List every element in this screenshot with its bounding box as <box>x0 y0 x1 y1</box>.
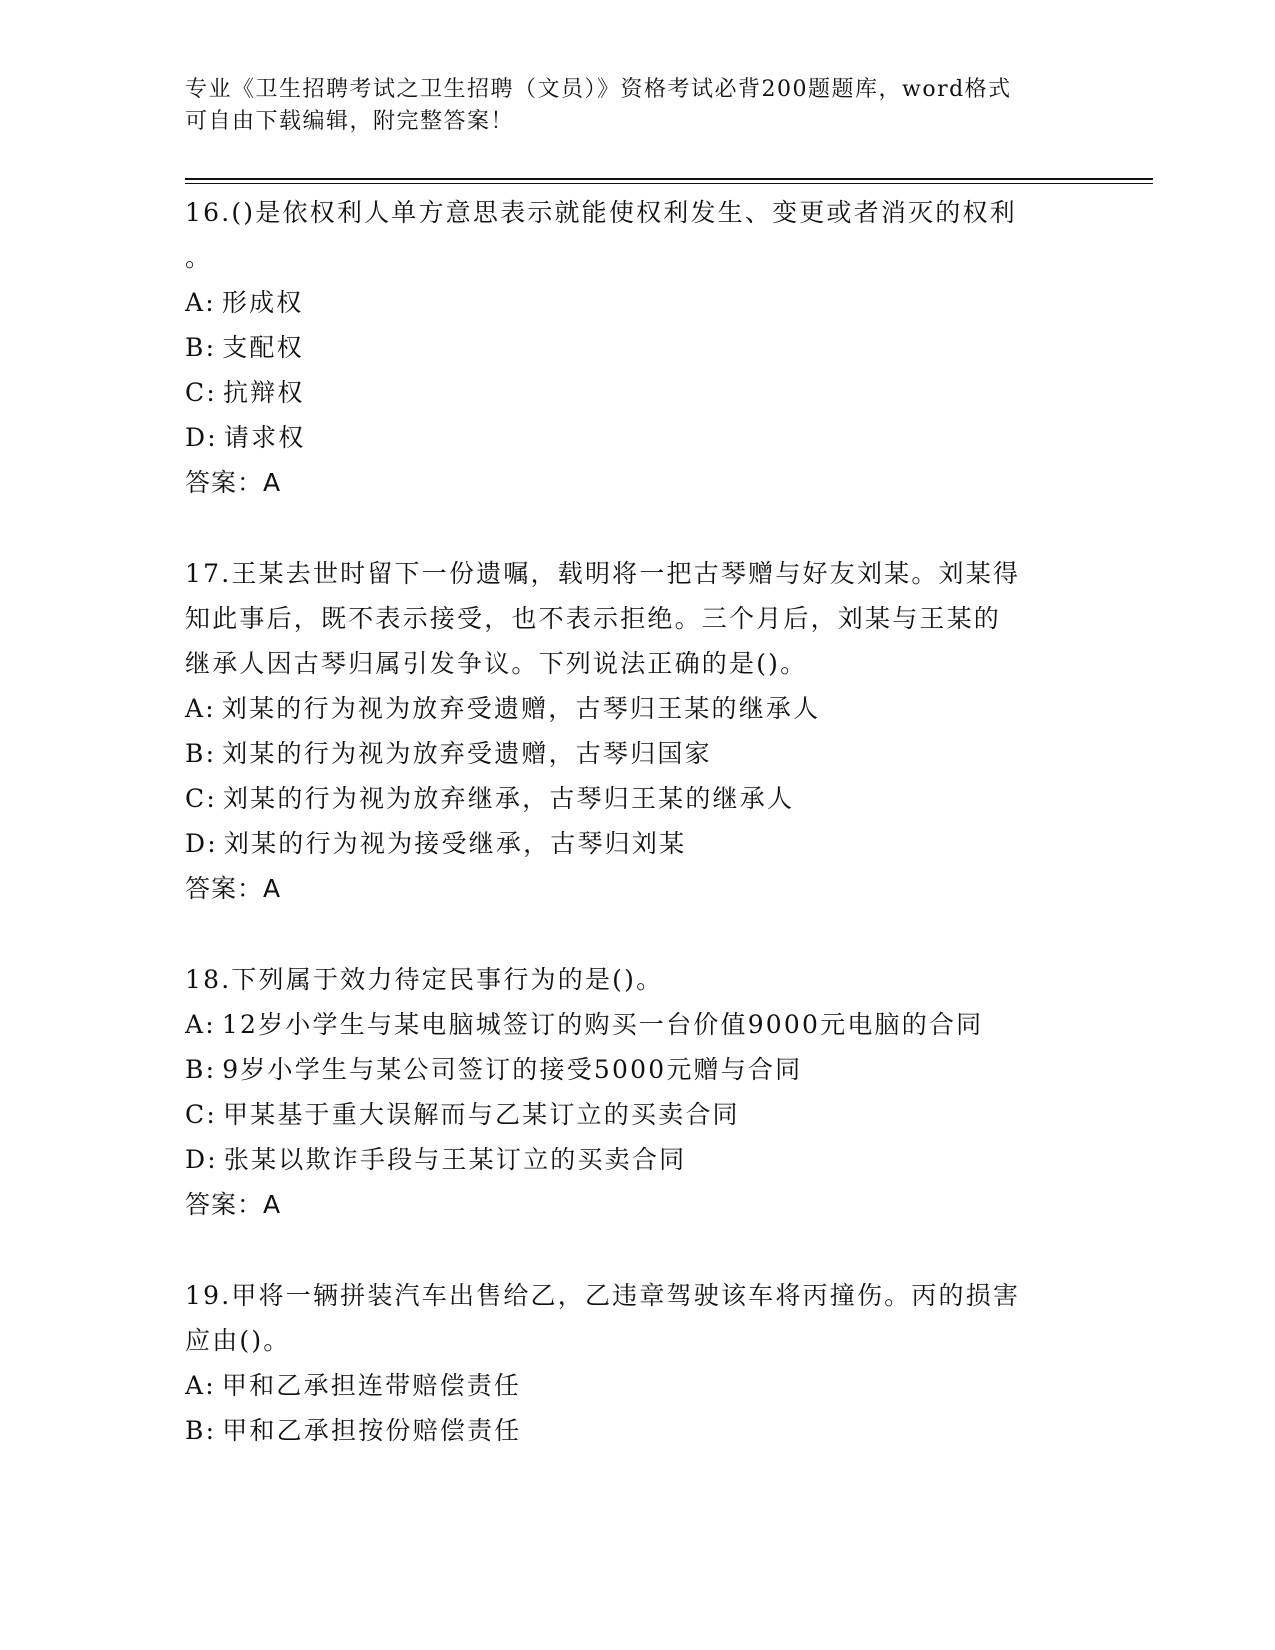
option-a <box>185 686 1085 731</box>
question-text-line: 18.下列属于效力待定民事行为的是()。 <box>185 965 664 994</box>
option-b <box>185 1408 1085 1453</box>
option-text: 刘某的行为视为放弃受遗赠，古琴归国家 <box>222 739 712 768</box>
header-rule-thin <box>185 183 1153 184</box>
header-rule-thick <box>185 178 1153 180</box>
option-d <box>185 821 1085 866</box>
option-text: 刘某的行为视为接受继承，古琴归刘某 <box>223 829 687 858</box>
option-text: 刘某的行为视为放弃继承，古琴归王某的继承人 <box>222 784 795 813</box>
option-key: C: <box>185 378 217 407</box>
question-text-line: 。 <box>185 243 213 272</box>
option-key: D: <box>185 423 218 452</box>
question-text-line: 继承人因古琴归属引发争议。下列说法正确的是()。 <box>185 649 808 678</box>
option-key: B: <box>185 333 217 362</box>
question-text-line: 知此事后，既不表示接受，也不表示拒绝。三个月后，刘某与王某的 <box>185 604 1002 633</box>
question-16 <box>185 190 1085 505</box>
option-text: 请求权 <box>223 423 306 452</box>
answer-label: 答案：A <box>185 468 282 497</box>
answer-label: 答案：A <box>185 874 282 903</box>
option-text: 刘某的行为视为放弃受遗赠，古琴归王某的继承人 <box>221 694 821 723</box>
option-text: 支配权 <box>222 333 304 362</box>
header-line-1: 专业《卫生招聘考试之卫生招聘（文员）》资格考试必背200题题库，word格式 <box>185 77 1012 102</box>
option-key: D: <box>185 829 218 858</box>
answer-label: 答案：A <box>185 1190 282 1219</box>
option-a <box>185 1002 1085 1047</box>
document-header <box>185 74 1065 138</box>
option-d <box>185 415 1085 460</box>
question-text-line: 17.王某去世时留下一份遗嘱，载明将一把古琴赠与好友刘某。刘某得 <box>185 559 1021 588</box>
option-text: 甲和乙承担按份赔偿责任 <box>222 1416 522 1445</box>
option-c <box>185 370 1085 415</box>
option-b <box>185 1047 1085 1092</box>
question-list <box>185 190 1085 1499</box>
option-text: 甲和乙承担连带赔偿责任 <box>221 1371 522 1400</box>
option-key: D: <box>185 1145 218 1174</box>
option-key: B: <box>185 1416 217 1445</box>
option-text: 形成权 <box>221 288 304 317</box>
option-c <box>185 776 1085 821</box>
option-a <box>185 1363 1085 1408</box>
option-key: C: <box>185 1100 217 1129</box>
option-b <box>185 325 1085 370</box>
option-key: A: <box>185 1010 216 1039</box>
question-18 <box>185 957 1085 1227</box>
option-key: A: <box>185 694 216 723</box>
option-c <box>185 1092 1085 1137</box>
option-text: 张某以欺诈手段与王某订立的买卖合同 <box>223 1145 687 1174</box>
question-text-line: 16.()是依权利人单方意思表示就能使权利发生、变更或者消灭的权利 <box>185 198 1017 227</box>
question-19 <box>185 1273 1085 1453</box>
option-text: 9岁小学生与某公司签订的接受5000元赠与合同 <box>222 1055 803 1084</box>
option-d <box>185 1137 1085 1182</box>
question-text-line: 19.甲将一辆拼装汽车出售给乙，乙违章驾驶该车将丙撞伤。丙的损害 <box>185 1281 1021 1310</box>
option-key: B: <box>185 1055 217 1084</box>
header-line-2: 可自由下载编辑，附完整答案！ <box>185 109 515 134</box>
option-text: 12岁小学生与某电脑城签订的购买一台价值9000元电脑的合同 <box>221 1010 984 1039</box>
option-key: C: <box>185 784 217 813</box>
option-key: B: <box>185 739 217 768</box>
option-a <box>185 280 1085 325</box>
option-key: A: <box>185 1371 216 1400</box>
option-text: 甲某基于重大误解而与乙某订立的买卖合同 <box>222 1100 740 1129</box>
question-17 <box>185 551 1085 911</box>
option-key: A: <box>185 288 216 317</box>
option-text: 抗辩权 <box>222 378 305 407</box>
question-text-line: 应由()。 <box>185 1326 291 1355</box>
option-b <box>185 731 1085 776</box>
